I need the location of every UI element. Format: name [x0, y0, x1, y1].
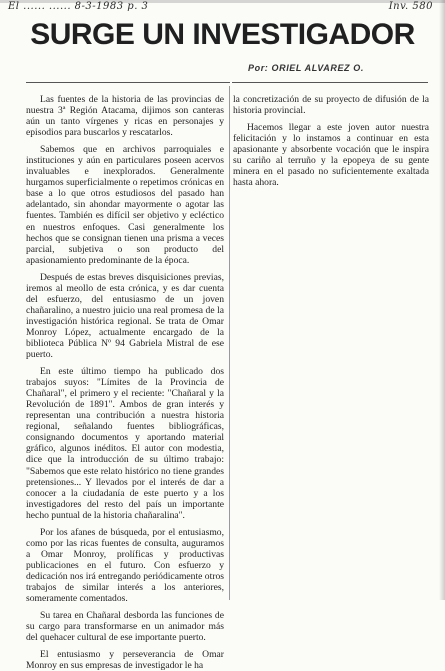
scan-shadow: [439, 0, 445, 600]
paragraph: Las fuentes de la historia de las provincias de nuestra 3ª Región Atacama, dijimos son canteras aún un tanto vírgenes y ricas en personajes y episodios para buscarlos y rescatarlos.: [26, 94, 224, 139]
handwritten-inventory-note: Inv. 580: [388, 1, 433, 12]
column-rule-right: [232, 82, 428, 83]
article-column-left: [26, 94, 224, 671]
article-byline: Por: ORIEL ALVAREZ O.: [248, 63, 364, 73]
column-divider: [229, 86, 230, 600]
paragraph: El entusiasmo y perseverancia de Omar Monroy en sus empresas de investigador le ha: [26, 649, 224, 671]
article-column-right: [233, 94, 429, 189]
article-title: SURGE UN INVESTIGADOR: [30, 18, 415, 51]
handwritten-date-note: El ...... ...... 8-3-1983 p. 3: [8, 1, 149, 12]
paragraph: En este último tiempo ha publicado dos trabajos suyos: "Límites de la Provincia de Chañaral", el primero y el reciente: "Chañaral y la Revolución de 1891". Ambos de gran interés y representan una contribución a nuestra historia regional, señalando fuentes bibliográficas, consignando documentos y aportando material gráfico, algunos inéditos. El autor con modestia, dice que la introducción de su último trabajo: "Sabemos que este relato histórico no tiene grandes pretensiones... Y llevados por el interés de dar a conocer a la ciudadanía de este puerto y a los investigadores del resto del país un importante hecho puntual de la historia chañaralina".: [26, 366, 224, 521]
handwritten-annotation: [8, 0, 433, 14]
column-rule-left: [26, 82, 230, 83]
paragraph: Después de estas breves disquisiciones previas, iremos al meollo de esta crónica, y es dar cuenta del esfuerzo, del entusiasmo de un joven chañaralino, a nuestro juicio una real promesa de la investigación histórica regional. Se trata de Omar Monroy López, actualmente encargado de la biblioteca Pública Nº 94 Gabriela Mistral de ese puerto.: [26, 271, 224, 361]
paragraph: Su tarea en Chañaral desborda las funciones de su cargo para transformarse en un animador más del quehacer cultural de ese importante puerto.: [26, 610, 224, 644]
paragraph: la concretización de su proyecto de difusión de la historia provincial.: [233, 94, 429, 117]
paragraph: Por los afanes de búsqueda, por el entusiasmo, como por las ricas fuentes de consulta, auguramos a Omar Monroy, prolíficas y productivas publicaciones en el futuro. Con esfuerzo y dedicación nos irá entregando periódicamente otros trabajos de similar interés a los anteriores, someramente comentados.: [26, 526, 224, 605]
paragraph: Hacemos llegar a este joven autor nuestra felicitación y lo instamos a continuar en esta apasionante y absorbente vocación que le inspira su cariño al terruño y la epopeya de su gente minera en el pasado no suficientemente exaltada hasta ahora.: [233, 122, 429, 189]
paragraph: Sabemos que en archivos parroquiales e instituciones y aún en particulares poseen acervos invaluables e inexplorados. Generalmente hurgamos superficialmente o repetimos crónicas en base a lo que otros estudiosos del pasado han adelantado, sin ahondar mayormente o agotar las fuentes. También es difícil ser objetivo y ecléctico en nuestros enfoques. Casi generalmente los hechos que se consignan tienen una prisma a veces parcial, subjetiva o son producto del apasionamiento predominante de la época.: [26, 144, 224, 266]
